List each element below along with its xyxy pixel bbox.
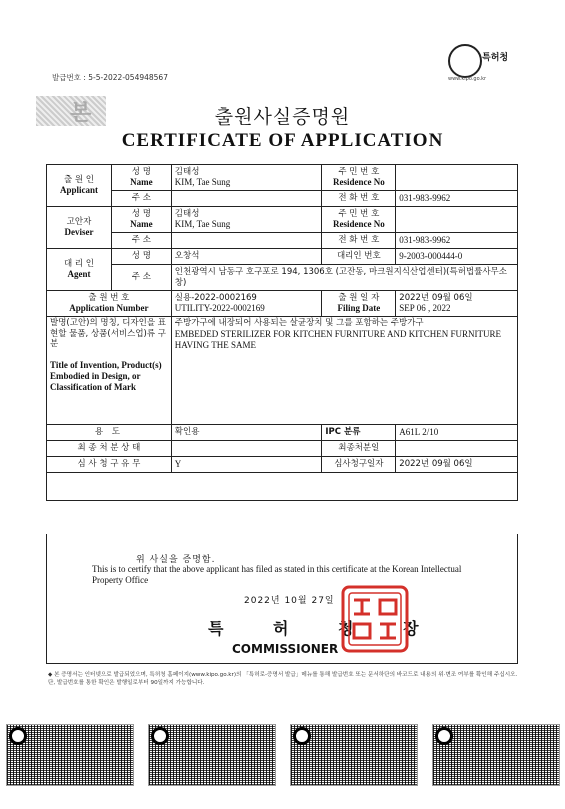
applicant-phone: 031-983-9962: [396, 191, 518, 207]
purpose: 확인용: [171, 425, 322, 441]
exam-request-label: 심 사 청 구 유 무: [47, 457, 172, 473]
purpose-label: 용 도: [47, 425, 172, 441]
final-status-label: 최 종 처 분 상 태: [47, 441, 172, 457]
deviser-phone-label: 전 화 번 호: [322, 233, 396, 249]
blank-row: [47, 473, 518, 501]
deviser-address-value: [171, 233, 322, 249]
applicant-phone-label: 전 화 번 호: [322, 191, 396, 207]
barcode-4: [432, 724, 560, 786]
barcode-1: [6, 724, 134, 786]
issue-date: 2022년 10월 27일: [244, 596, 335, 606]
ipc: A61L 2/10: [396, 425, 518, 441]
agent-section-label: 대 리 인 Agent: [47, 249, 112, 291]
filing-date-label: 출 원 일 자 Filing Date: [322, 291, 396, 317]
deviser-residence-label: 주 민 번 호 Residence No: [322, 207, 396, 233]
office-name: 특 허 청 장: [208, 619, 441, 638]
applicant-residence-value: [396, 165, 518, 191]
kipo-logo: [446, 38, 526, 86]
exam-date-label: 심사청구일자: [322, 457, 396, 473]
deviser-name-label: 성 명 Name: [111, 207, 171, 233]
final-date-label: 최종처분일: [322, 441, 396, 457]
ipc-label: IPC 분류: [322, 425, 396, 441]
title-korean: 출원사실증명원: [214, 106, 351, 128]
barcode-3: [290, 724, 418, 786]
logo-text: 특허청: [482, 53, 509, 63]
commissioner: COMMISSIONER: [232, 642, 339, 656]
barcode-corner-icon: [435, 727, 453, 745]
deviser-name: 김태성 KIM, Tae Sung: [171, 207, 322, 233]
agent-address: 인천광역시 남동구 호구포로 194, 1306호 (고잔동, 마크원지식산업센터)(특허법률사무소창): [171, 265, 517, 291]
certificate-table: [46, 164, 518, 501]
filing-date: 2022년 09월 06일 SEP 06 , 2022: [396, 291, 518, 317]
barcode-corner-icon: [293, 727, 311, 745]
invention-title-label: 발명(고안)의 명칭, 디자인을 표현할 물품, 상품(서비스업)류 구분 Title of Invention, Product(s) Embodied in Design, or Classification of Mark: [47, 317, 172, 425]
barcode-corner-icon: [151, 727, 169, 745]
final-status-value: [171, 441, 322, 457]
deviser-address-label: 주 소: [111, 233, 171, 249]
barcode-2: [148, 724, 276, 786]
application-number-label: 출 원 번 호 Application Number: [47, 291, 172, 317]
copy-mark-text: 본: [70, 101, 92, 126]
kipo-emblem-icon: [448, 44, 482, 78]
logo-url: www.kipo.go.kr: [448, 76, 487, 82]
deviser-residence-value: [396, 207, 518, 233]
applicant-name-label: 성 명 Name: [111, 165, 171, 191]
invention-title: 주방가구에 내장되어 사용되는 살균장치 및 그를 포함하는 주방가구 EMBEDED STERILIZER FOR KITCHEN FURNITURE AND KITCHEN FURNITURE HAVING THE SAME: [171, 317, 517, 425]
deviser-section-label: 고안자 Deviser: [47, 207, 112, 249]
final-date-value: [396, 441, 518, 457]
agent-address-label: 주 소: [111, 265, 171, 291]
official-seal-icon: [340, 584, 410, 654]
applicant-name: 김태성 KIM, Tae Sung: [171, 165, 322, 191]
barcode-corner-icon: [9, 727, 27, 745]
confirm-korean: 위 사실을 증명함.: [136, 555, 216, 565]
application-number: 실용-2022-0002169 UTILITY-2022-0002169: [171, 291, 322, 317]
exam-request: Y: [171, 457, 322, 473]
applicant-section-label: 출 원 인 Applicant: [47, 165, 112, 207]
agent-name-label: 성 명: [111, 249, 171, 265]
applicant-residence-label: 주 민 번 호 Residence No: [322, 165, 396, 191]
agent-number: 9-2003-000444-0: [396, 249, 518, 265]
applicant-address-value: [171, 191, 322, 207]
exam-date: 2022년 09월 06일: [396, 457, 518, 473]
applicant-address-label: 주 소: [111, 191, 171, 207]
deviser-phone: 031-983-9962: [396, 233, 518, 249]
footer-note: ◆ 본 증명서는 인터넷으로 발급되었으며, 특허청 홈페이지(www.kipo.go.kr)의 「특허로-증명서 발급」메뉴를 통해 발급번호 또는 문서하단의 바코드로 내용의 위·변조 여부를 확인해 주십시오. 단, 발급번호를 통한 확인은 발행일로부터 90일까지 가능합니다.: [48, 672, 518, 687]
agent-name: 오창석: [171, 249, 322, 265]
title-english: CERTIFICATE OF APPLICATION: [121, 130, 444, 151]
issue-number: 발급번호 : 5-5-2022-054948567: [52, 73, 168, 82]
confirm-english: This is to certify that the above applicant has filed as stated in this certificate at the Korean Intellectual Property Office: [92, 564, 462, 586]
agent-number-label: 대리인 번호: [322, 249, 396, 265]
